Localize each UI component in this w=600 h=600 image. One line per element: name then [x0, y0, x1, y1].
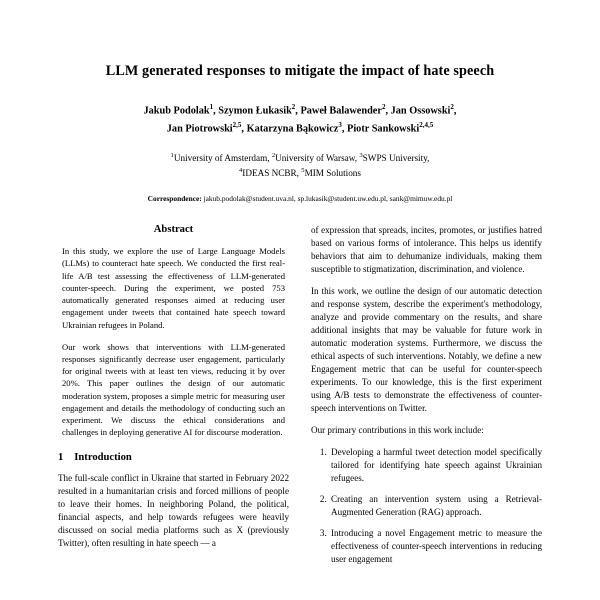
intro-paragraph: The full-scale conflict in Ukraine that started in February 2022 resulted in a humanitarian crisis and forced millions of people to leave their homes. In neighboring Poland, the political, financial aspects, and help towards refugees were heavily discussed on social media platforms such as X (previously Twitter), often resulting in hate speech — a — [58, 473, 289, 549]
author-list — [58, 102, 542, 137]
author-line-1: Jakub Podolak$^1$, Szymon Łukasik$^2$, Paweł Balawender$^2$, Jan Ossowski$^2$, — [143, 103, 457, 117]
author-line-2: Jan Piotrowski$^{2,5}$, Katarzyna Bąkowicz$^3$, Piotr Sankowski$^{2,4,5}$ — [166, 120, 434, 135]
affiliations — [58, 151, 542, 181]
abstract-heading: Abstract — [153, 224, 194, 236]
affiliation-line-1: $^1$University of Amsterdam, $^2$University of Warsaw, $^3$SWPS University, — [170, 152, 430, 164]
correspondence-label: Correspondence: — [147, 193, 202, 203]
right-column — [311, 224, 542, 574]
right-paragraph: of expression that spreads, incites, promotes, or justifies hatred based on various forms of intolerance. This helps us identify behaviors that aim to dehumanize individuals, making them susceptible to stigmatization, discrimination, and violence. — [311, 225, 542, 275]
affiliation-line-2: $^4$IDEAS NCBR, $^5$MIM Solutions — [239, 167, 361, 179]
list-item: 1. Developing a harmful tweet detection model specifically tailored for identifying hate speech against Ukrainian refugees. — [329, 446, 542, 485]
section-number: 1 — [58, 452, 64, 464]
list-item: 2. Creating an intervention system using a Retrieval-Augmented Generation (RAG) approach. — [329, 493, 542, 519]
abstract-paragraph: In this study, we explore the use of Large Language Models (LLMs) to counteract hate speech. We conducted the first real-life A/B test assessing the effectiveness of LLM-generated counter-speech. During the experiment, we posted 753 automatically generated responses aimed at reducing user engagement under tweets that contained hate speech toward Ukrainian refugees in Poland. — [62, 246, 285, 330]
section-title: Introduction — [74, 452, 132, 464]
page-title: LLM generated responses to mitigate the impact of hate speech — [105, 63, 495, 79]
left-column — [58, 224, 289, 574]
abstract-body — [58, 245, 289, 438]
two-column-body — [58, 224, 542, 574]
contribution-list — [311, 446, 542, 566]
right-paragraph: Our primary contributions in this work include: — [311, 425, 484, 436]
list-item: 3. Introducing a novel Engagement metric to measure the effectiveness of counter-speech interventions in reducing user engagement — [329, 527, 542, 566]
abstract-paragraph: Our work shows that interventions with LLM-generated responses significantly decrease user engagement, particularly for original tweets with at least ten views, reducing it by over 20%. This paper outlines the design of our automatic moderation system, proposes a simple metric for measuring user engagement and details the methodology of conducting such an experiment. We discuss the ethical considerations and challenges in deploying generative AI for discourse moderation. — [62, 341, 285, 438]
correspondence — [58, 194, 542, 204]
correspondence-emails[interactable]: jakub.podolak@student.uva.nl, sp.lukasik@student.uw.edu.pl, sank@mimuw.edu.pl — [203, 193, 453, 203]
right-paragraph: In this work, we outline the design of our automatic detection and response system, describe the experiment's methodology, analyze and provide commentary on the results, and share additional insights that may be valuable for future work in automatic moderation systems. Furthermore, we discuss the ethical aspects of such interventions. Notably, we define a new Engagement metric that can be useful for counter-speech experiments. To our knowledge, this is the first experiment using A/B tests to demonstrate the effectiveness of counter-speech interventions on Twitter. — [311, 286, 542, 414]
section-heading-introduction — [58, 452, 289, 463]
